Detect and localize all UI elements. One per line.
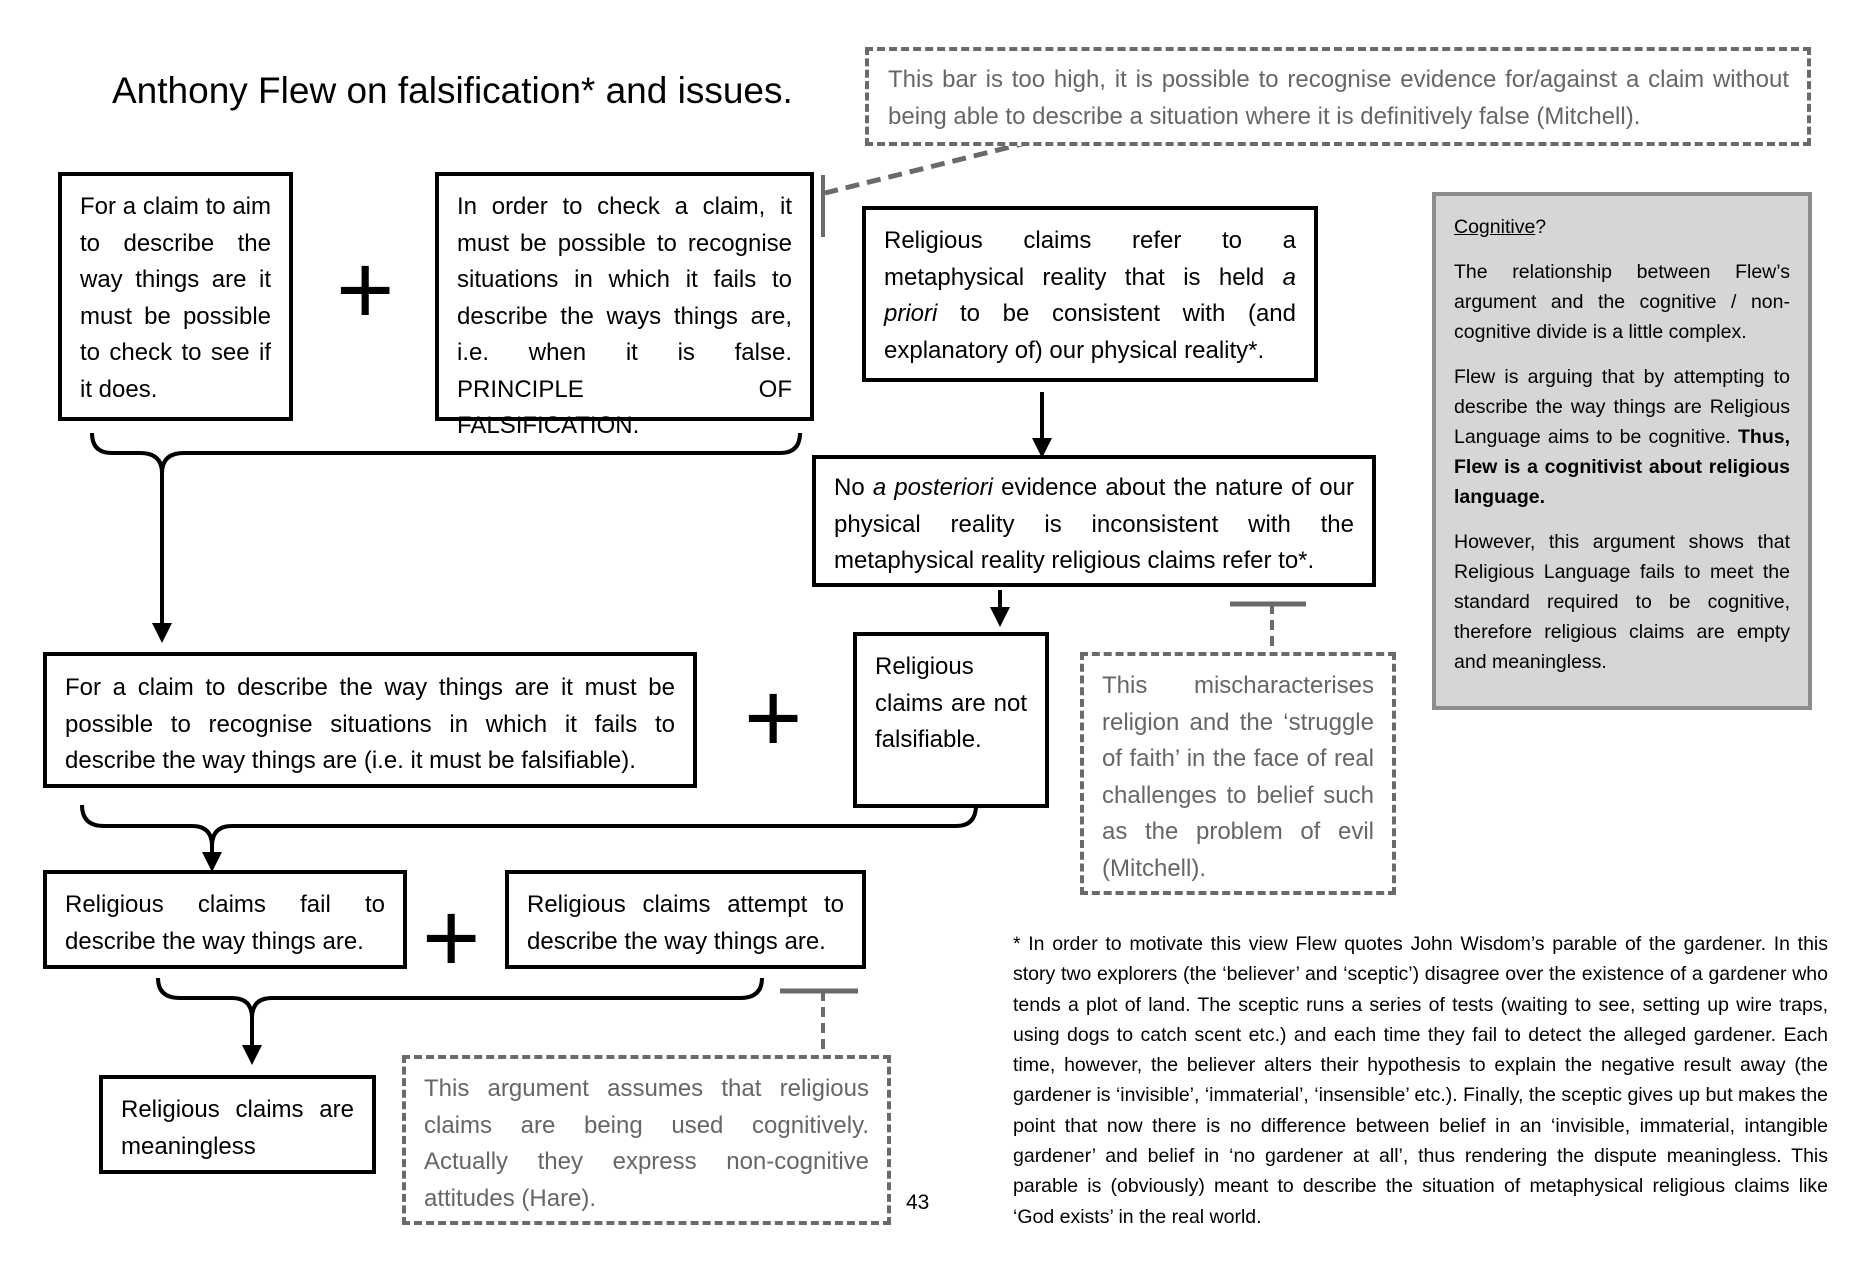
brace-middle [82, 805, 976, 846]
premise-must-falsifiable: For a claim to describe the way things are it must be possible to recognise situations in which it fails to describe the way things are (i.e. it must be falsifiable). [43, 652, 697, 788]
sidebar-heading-text: Cognitive [1454, 216, 1536, 238]
premise-check-falsify: In order to check a claim, it must be possible to recognise situations in which it fails to describe the ways things are, i.e. when it is false. PRINCIPLE OF FALSIFICATION. [435, 172, 814, 421]
premise-no-evidence [812, 455, 1376, 587]
premise-aim-check: For a claim to aim to describe the way things are it must be possible to check to see if it does. [58, 172, 293, 421]
premise-fail-describe: Religious claims fail to describe the way things are. [43, 870, 407, 969]
conclusion-meaningless: Religious claims are meaningless [99, 1075, 376, 1174]
sidebar-paragraph-2 [1454, 362, 1790, 512]
plus-sign: + [336, 234, 395, 346]
metaphysical-emphasis: a priori [884, 263, 1296, 327]
no-evidence-emphasis: a posteriori [872, 474, 993, 501]
sidebar-paragraph-1: The relationship between Flew’s argument and the cognitive / non-cognitive divide is a little complex. [1454, 261, 1790, 343]
critique-mitchell-faith: This mischaracterises religion and the ‘struggle of faith’ in the face of real challenges to belief such as the problem of evil (Mitchell). [1080, 652, 1396, 895]
footnote-gardener-parable: * In order to motivate this view Flew quotes John Wisdom’s parable of the gardener. In this story two explorers (the ‘believer’ and ‘sceptic’) disagree over the existence of a gardener who tends a plot of land. The sceptic runs a series of tests (waiting to see, setting up wire traps, using dogs to catch scent etc.) and each time they fail to detect the alleged gardener. Each time, however, the believer alters their hypothesis to explain the negative result away (the gardener is ‘invisible’, ‘immaterial’, ‘insensible’ etc.). Finally, the sceptic gives up but makes the point that now there is no difference between belief in an ‘invisible, immaterial, intangible gardener’ and belief in ‘no gardener at all’, thus rendering the dispute meaningless. This parable is (obviously) meant to describe the situation of metaphysical religious claims like ‘God exists’ in the real world. [1013, 933, 1829, 1228]
sidebar-paragraph-2-bold: Thus, Flew is a cognitivist about religious language. [1454, 426, 1790, 508]
sidebar-paragraph-3: However, this argument shows that Religious Language fails to meet the standard required to be cognitive, therefore religious claims are empty and meaningless. [1454, 531, 1790, 673]
sidebar-heading [1454, 212, 1790, 242]
sidebar-heading-suffix: ? [1535, 216, 1547, 238]
critique-connector-bar [825, 142, 1030, 193]
page-title: Anthony Flew on falsification* and issues. [112, 70, 793, 111]
plus-sign: + [422, 882, 481, 994]
sidebar-paragraph-2-text: Flew is arguing that by attempting to describe the way things are Religious Language aims to be cognitive. [1454, 366, 1790, 448]
brace-top [92, 433, 800, 473]
cognitive-sidebar [1432, 192, 1812, 710]
no-evidence-text-2: evidence about the nature of our physical reality is inconsistent with the metaphysical reality religious claims refer to*. [834, 474, 1354, 574]
premise-metaphysical [862, 206, 1318, 382]
page-number: 43 [906, 1191, 930, 1214]
plus-sign: + [744, 662, 803, 774]
metaphysical-text-2: to be consistent with (and explanatory of) our physical reality*. [884, 300, 1296, 364]
premise-not-falsifiable: Religious claims are not falsifiable. [853, 632, 1049, 808]
metaphysical-text-1: Religious claims refer to a metaphysical reality that is held [884, 227, 1296, 291]
critique-hare: This argument assumes that religious claims are being used cognitively. Actually they express non-cognitive attitudes (Hare). [402, 1055, 891, 1225]
critique-mitchell-bar: This bar is too high, it is possible to recognise evidence for/against a claim without being able to describe a situation where it is definitively false (Mitchell). [865, 47, 1811, 146]
premise-attempt-describe: Religious claims attempt to describe the way things are. [505, 870, 866, 969]
no-evidence-text-1: No [834, 474, 873, 501]
